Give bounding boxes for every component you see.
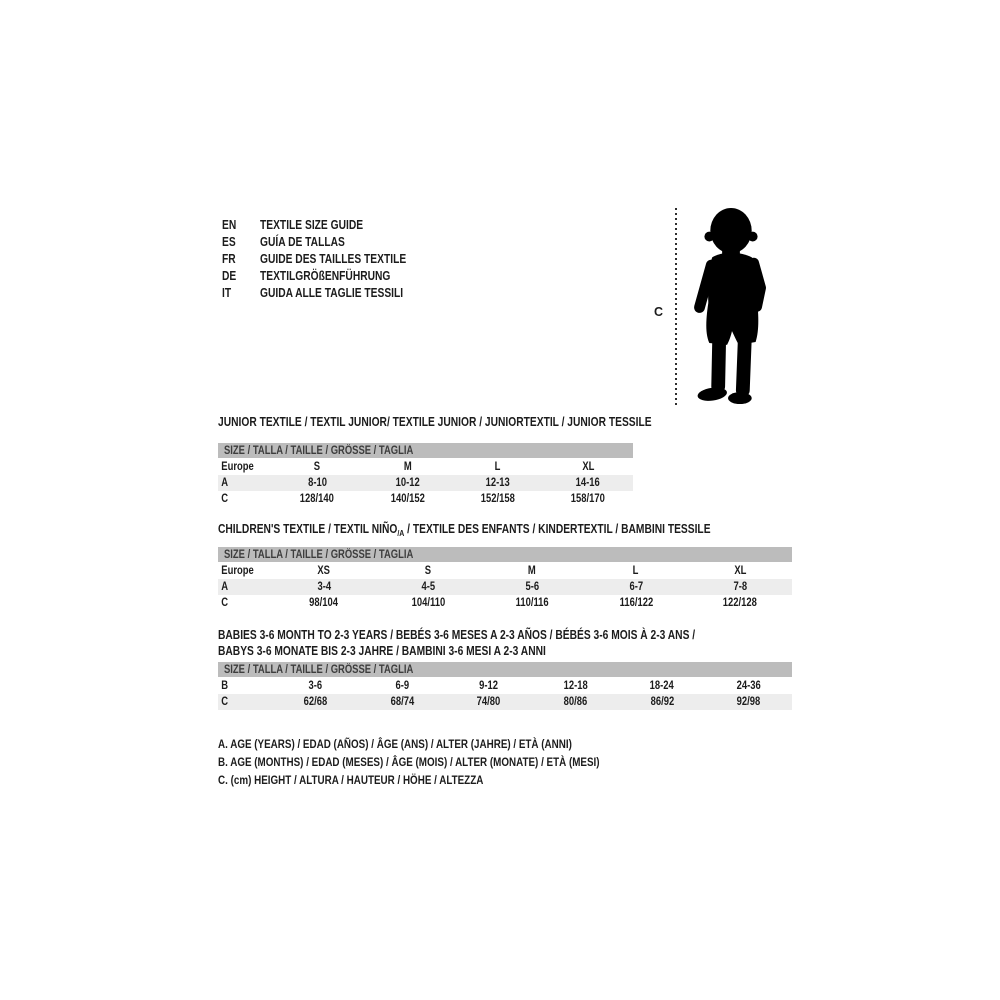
- cell-value: 86/92: [650, 696, 674, 708]
- row-label: C: [221, 493, 229, 505]
- size-header-bar: [218, 547, 792, 562]
- cell-value: 110/116: [515, 597, 549, 609]
- table-title-part: /A: [397, 527, 405, 538]
- table-title-line: [218, 643, 792, 659]
- language-code-text: DE: [222, 268, 237, 283]
- cell-value: M: [528, 565, 536, 577]
- language-row: [222, 267, 438, 284]
- legend-line: C. (cm) HEIGHT / ALTURA / HAUTEUR / HÖHE / ALTEZZA: [218, 773, 484, 787]
- table-cell: [584, 597, 688, 609]
- table-cell: [445, 680, 532, 692]
- table-title-part: BABIES 3-6 MONTH TO 2-3 YEARS / BEBÉS 3-6 MESES A 2-3 AÑOS / BÉBÉS 3-6 MOIS À 2-3 ANS /: [218, 628, 696, 642]
- table-row: [218, 694, 792, 710]
- size-header-text: SIZE / TALLA / TAILLE / GRÖSSE / TAGLIA: [224, 663, 414, 676]
- language-code: [222, 235, 260, 249]
- row-label: C: [221, 696, 229, 708]
- language-label: TEXTILE SIZE GUIDE: [260, 217, 364, 232]
- size-header-text: SIZE / TALLA / TAILLE / GRÖSSE / TAGLIA: [224, 444, 414, 457]
- table-title-line: [218, 627, 792, 643]
- table-cell: [688, 581, 792, 593]
- table-cell: [376, 565, 480, 577]
- table-title-text: [218, 643, 546, 659]
- size-header-bar: [218, 662, 792, 677]
- size-header-bar: [218, 443, 633, 458]
- language-row: [222, 284, 438, 301]
- cell-value: 3-6: [308, 680, 323, 692]
- language-code-text: EN: [222, 217, 237, 232]
- cell-value: 92/98: [736, 696, 761, 708]
- toddler-figure-svg: [686, 206, 776, 408]
- language-code: [222, 218, 260, 232]
- row-label: Europe: [221, 461, 254, 473]
- table-cell: [532, 696, 619, 708]
- table-cell: [543, 461, 633, 473]
- table-row: [218, 579, 792, 595]
- table-cell: [376, 597, 480, 609]
- cell-value: XS: [317, 565, 331, 577]
- cell-value: 122/128: [722, 597, 758, 609]
- cell-value: 98/104: [309, 597, 339, 609]
- row-label: B: [221, 680, 229, 692]
- language-row: [222, 233, 438, 250]
- language-code: [222, 286, 260, 300]
- table-cell: [453, 477, 543, 489]
- table-title-block: [218, 414, 652, 430]
- cell-value: XL: [581, 461, 594, 473]
- table-rows: [218, 459, 633, 507]
- table-cell: [362, 477, 452, 489]
- cell-value: 12-18: [563, 680, 588, 692]
- language-code-text: IT: [222, 285, 232, 300]
- table-cell: [272, 696, 359, 708]
- table-cell: [445, 696, 532, 708]
- cell-value: 5-6: [525, 581, 539, 593]
- table-row: [218, 678, 792, 694]
- cell-value: 128/140: [300, 493, 335, 505]
- table-rows: [218, 563, 792, 611]
- height-measure-label: C: [654, 305, 664, 319]
- table-cell: [272, 565, 376, 577]
- size-header-text: SIZE / TALLA / TAILLE / GRÖSSE / TAGLIA: [224, 548, 414, 561]
- legend-line: B. AGE (MONTHS) / EDAD (MESES) / ÂGE (MOIS) / ALTER (MONATE) / ETÀ (MESI): [218, 755, 600, 769]
- table-cell: [532, 680, 619, 692]
- legend-line: A. AGE (YEARS) / EDAD (AÑOS) / ÂGE (ANS) / ALTER (JAHRE) / ETÀ (ANNI): [218, 737, 572, 751]
- cell-value: 12-13: [485, 477, 510, 489]
- cell-value: 10-12: [395, 477, 420, 489]
- childrens-textile-table: [218, 521, 792, 611]
- table-cell: [362, 461, 452, 473]
- cell-value: 62/68: [303, 696, 328, 708]
- cell-value: S: [313, 461, 321, 473]
- table-row: [218, 459, 633, 475]
- table-row: [218, 491, 633, 507]
- cell-value: 104/110: [411, 597, 445, 609]
- toddler-silhouette-icon: [697, 208, 761, 404]
- language-row: [222, 216, 438, 233]
- cell-value: XL: [733, 565, 747, 577]
- cell-value: 6-7: [629, 581, 643, 593]
- language-code: [222, 252, 260, 266]
- cell-value: 3-4: [317, 581, 331, 593]
- language-code: [222, 269, 260, 283]
- cell-value: 18-24: [649, 680, 675, 692]
- table-cell: [480, 597, 584, 609]
- table-title-block: [218, 627, 792, 659]
- language-code-text: FR: [222, 251, 236, 266]
- cell-value: 9-12: [479, 680, 499, 692]
- cell-value: 24-36: [736, 680, 761, 692]
- language-label: GUÍA DE TALLAS: [260, 234, 345, 249]
- table-cell: [272, 493, 362, 505]
- cell-value: 158/170: [570, 493, 605, 505]
- cell-value: 80/86: [563, 696, 588, 708]
- table-cell: [453, 493, 543, 505]
- cell-value: 8-10: [307, 477, 327, 489]
- table-title-text: [218, 627, 695, 643]
- table-cell: [480, 581, 584, 593]
- table-title-line: [218, 414, 652, 430]
- table-cell: [543, 493, 633, 505]
- cell-value: S: [424, 565, 432, 577]
- table-cell: [453, 461, 543, 473]
- table-cell: [584, 565, 688, 577]
- table-title-text: [218, 521, 711, 538]
- cell-value: L: [633, 565, 639, 577]
- junior-textile-table: [218, 414, 652, 507]
- table-cell: [619, 680, 706, 692]
- table-title-line: [218, 521, 792, 538]
- table-row: [218, 595, 792, 611]
- row-label: A: [221, 477, 229, 489]
- table-title-part: CHILDREN'S TEXTILE / TEXTIL NIÑO: [218, 522, 398, 536]
- legend-list: [218, 735, 838, 789]
- table-cell: [359, 696, 446, 708]
- table-cell: [688, 597, 792, 609]
- babies-textile-table: [218, 627, 792, 710]
- table-rows: [218, 678, 792, 710]
- cell-value: 4-5: [421, 581, 435, 593]
- table-title-part: BABYS 3-6 MONATE BIS 2-3 JAHRE / BAMBINI 3-6 MESI A 2-3 ANNI: [218, 644, 546, 658]
- table-cell: [272, 597, 376, 609]
- cell-value: L: [494, 461, 501, 473]
- language-row: [222, 250, 438, 267]
- cell-value: 140/152: [390, 493, 425, 505]
- language-label: GUIDE DES TAILLES TEXTILE: [260, 251, 407, 266]
- table-cell: [705, 680, 792, 692]
- language-list: [222, 216, 438, 301]
- table-row: [218, 475, 633, 491]
- table-cell: [705, 696, 792, 708]
- table-cell: [272, 477, 362, 489]
- table-title-block: [218, 521, 792, 538]
- table-cell: [480, 565, 584, 577]
- language-code-text: ES: [222, 234, 236, 249]
- table-cell: [362, 493, 452, 505]
- language-label: GUIDA ALLE TAGLIE TESSILI: [260, 285, 404, 300]
- cell-value: 7-8: [733, 581, 747, 593]
- table-cell: [543, 477, 633, 489]
- table-title-part: JUNIOR TEXTILE / TEXTIL JUNIOR/ TEXTILE JUNIOR / JUNIORTEXTIL / JUNIOR TESSILE: [218, 415, 652, 429]
- cell-value: 6-9: [395, 680, 409, 692]
- row-label: C: [221, 597, 229, 609]
- cell-value: 68/74: [390, 696, 414, 708]
- table-cell: [584, 581, 688, 593]
- table-cell: [619, 696, 706, 708]
- table-cell: [376, 581, 480, 593]
- cell-value: M: [403, 461, 412, 473]
- table-cell: [272, 581, 376, 593]
- cell-value: 14-16: [575, 477, 600, 489]
- language-label: TEXTILGRÖßENFÜHRUNG: [260, 268, 391, 283]
- table-cell: [688, 565, 792, 577]
- table-cell: [272, 680, 359, 692]
- row-label: Europe: [221, 565, 254, 577]
- table-row: [218, 563, 792, 579]
- table-cell: [359, 680, 446, 692]
- cell-value: 74/80: [476, 696, 501, 708]
- height-measure-dotted-line: [675, 208, 677, 406]
- table-title-text: [218, 414, 652, 430]
- cell-value: 116/122: [619, 597, 653, 609]
- table-title-part: / TEXTILE DES ENFANTS / KINDERTEXTIL / BAMBINI TESSILE: [404, 522, 711, 536]
- table-cell: [272, 461, 362, 473]
- cell-value: 152/158: [480, 493, 515, 505]
- row-label: A: [221, 581, 229, 593]
